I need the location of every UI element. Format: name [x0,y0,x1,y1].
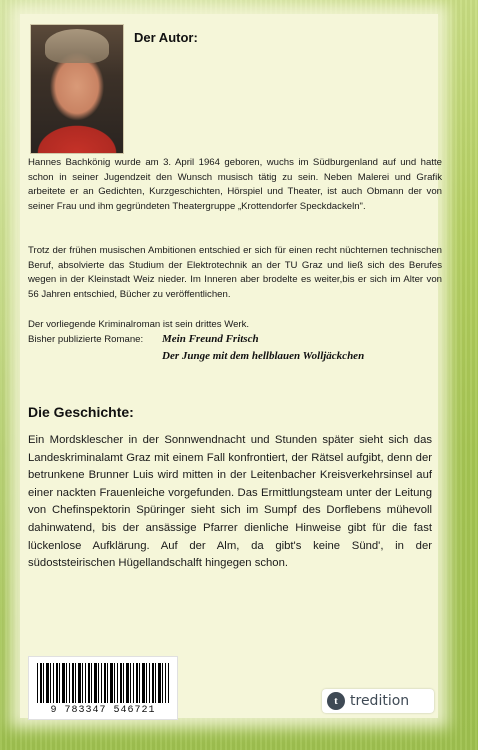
novels-label: Bisher publizierte Romane: [28,334,144,345]
barcode-bars [37,663,169,703]
barcode-number: 9 783347 546721 [50,705,156,716]
story-heading: Die Geschichte: [28,404,134,420]
work-line: Der vorliegende Kriminalroman ist sein drittes Werk. [28,319,250,330]
isbn-barcode [28,656,178,720]
author-bio-paragraph-1: Hannes Bachkönig wurde am 3. April 1964 geboren, wuchs im Südburgenland auf und hatte schon in seiner Jugendzeit den Wunsch musisch tätig zu sein. Neben Malerei und Grafik arbeitete er an Gedichten, Kurzgeschichten, Hörspiel und Theater, ist auch Obmann der von seiner Frau und ihm gegründeten Theatergruppe „Krottendorfer Speckdackeln". [28,157,442,212]
author-heading: Der Autor: [134,30,198,45]
publisher-name: tredition [350,693,410,709]
novel-title: Mein Freund Fritsch [162,333,259,345]
author-hair [45,29,109,63]
novel-title: Der Junge mit dem hellblauen Wolljäckchen [162,350,365,362]
author-bio-paragraph-2: Trotz der frühen musischen Ambitionen entschied er sich für einen recht nüchternen technischen Beruf, absolvierte das Studium der Elektrotechnik an der TU Graz und ließ sich des Berufes wegen in der Kleinstadt Weiz nieder. Im Inneren aber brodelte es weiter,bis er sich im Alter von 56 Jahren entschied, Bücher zu veröffentlichen. [28,245,442,300]
story-text: Ein Mordsklescher in der Sonnwendnacht und Stunden später sieht sich das Landeskriminalamt Graz mit einem Fall konfrontiert, der Rätsel aufgibt, denn der betrunkene Brunner Luis wird mitten in der Leitenbacher Kreisverkehrsinsel auf einer nackten Frauenleiche vorgefunden. Das Ermittlungsteam unter der Leitung von Chefinspektorin Spüringer sieht sich im Sumpf des Dorflebens mühevoll dahinwatend, bis der ansässige Pfarrer dienliche Hinweise gibt für die fast lückenlose Aufklärung. Auf der Alm, da gibt's keine Sünd', in der südoststeirischen Hügellandschalft hingegen schon. [28,434,432,570]
publisher-icon: t [327,692,345,710]
publisher-logo [322,689,434,713]
author-photo [30,24,124,154]
